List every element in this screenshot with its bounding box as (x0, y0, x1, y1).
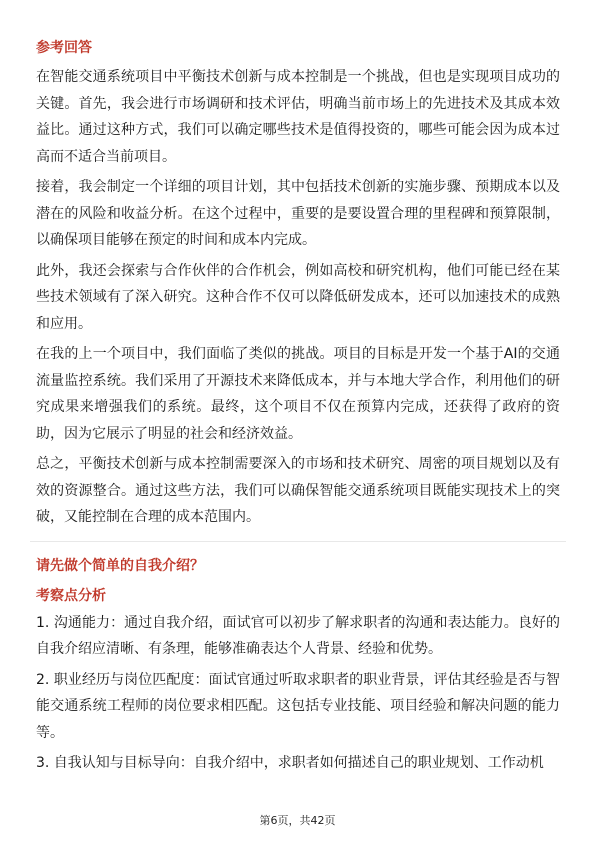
analysis-heading: 考察点分析 (36, 587, 106, 604)
section-divider (30, 541, 566, 542)
analysis-point-1: 1. 沟通能力：通过自我介绍，面试官可以初步了解求职者的沟通和表达能力。良好的自我介绍应清晰、有条理，能够准确表达个人背景、经验和优势。 (36, 614, 560, 657)
page-content (36, 38, 560, 781)
answer-paragraph-5: 总之，平衡技术创新与成本控制需要深入的市场和技术研究、周密的项目规划以及有效的资源整合。通过这些方法，我们可以确保智能交通系统项目既能实现技术上的突破，又能控制在合理的成本范围内。 (36, 456, 560, 525)
answer-paragraph-3: 此外，我还会探索与合作伙伴的合作机会，例如高校和研究机构，他们可能已经在某些技术领域有了深入研究。这种合作不仅可以降低研发成本，还可以加速技术的成熟和应用。 (36, 262, 560, 332)
page-number: 第6页，共42页 (259, 814, 336, 827)
answer-paragraph-2: 接着，我会制定一个详细的项目计划，其中包括技术创新的实施步骤、预期成本以及潜在的风险和收益分析。在这个过程中，重要的是要设置合理的里程碑和预算限制，以确保项目能够在预定的时间和成本内完成。 (36, 179, 560, 248)
answer-paragraph-1: 在智能交通系统项目中平衡技术创新与成本控制是一个挑战，但也是实现项目成功的关键。首先，我会进行市场调研和技术评估，明确当前市场上的先进技术及其成本效益比。通过这种方式，我们可以确定哪些技术是值得投资的，哪些可能会因为成本过高而不适合当前项目。 (36, 69, 560, 165)
analysis-point-3: 3. 自我认知与目标导向：自我介绍中，求职者如何描述自己的职业规划、工作动机 (36, 755, 544, 771)
answer-paragraph-4: 在我的上一个项目中，我们面临了类似的挑战。项目的目标是开发一个基于AI的交通流量监控系统。我们采用了开源技术来降低成本，并与本地大学合作，利用他们的研究成果来增强我们的系统。最终，这个项目不仅在预算内完成，还获得了政府的资助，因为它展示了明显的社会和经济效益。 (36, 346, 560, 442)
analysis-point-2: 2. 职业经历与岗位匹配度：面试官通过听取求职者的职业背景，评估其经验是否与智能交通系统工程师的岗位要求相匹配。这包括专业技能、项目经验和解决问题的能力等。 (36, 671, 560, 741)
question-title: 请先做个简单的自我介绍？ (36, 557, 204, 574)
answer-heading: 参考回答 (36, 40, 92, 56)
